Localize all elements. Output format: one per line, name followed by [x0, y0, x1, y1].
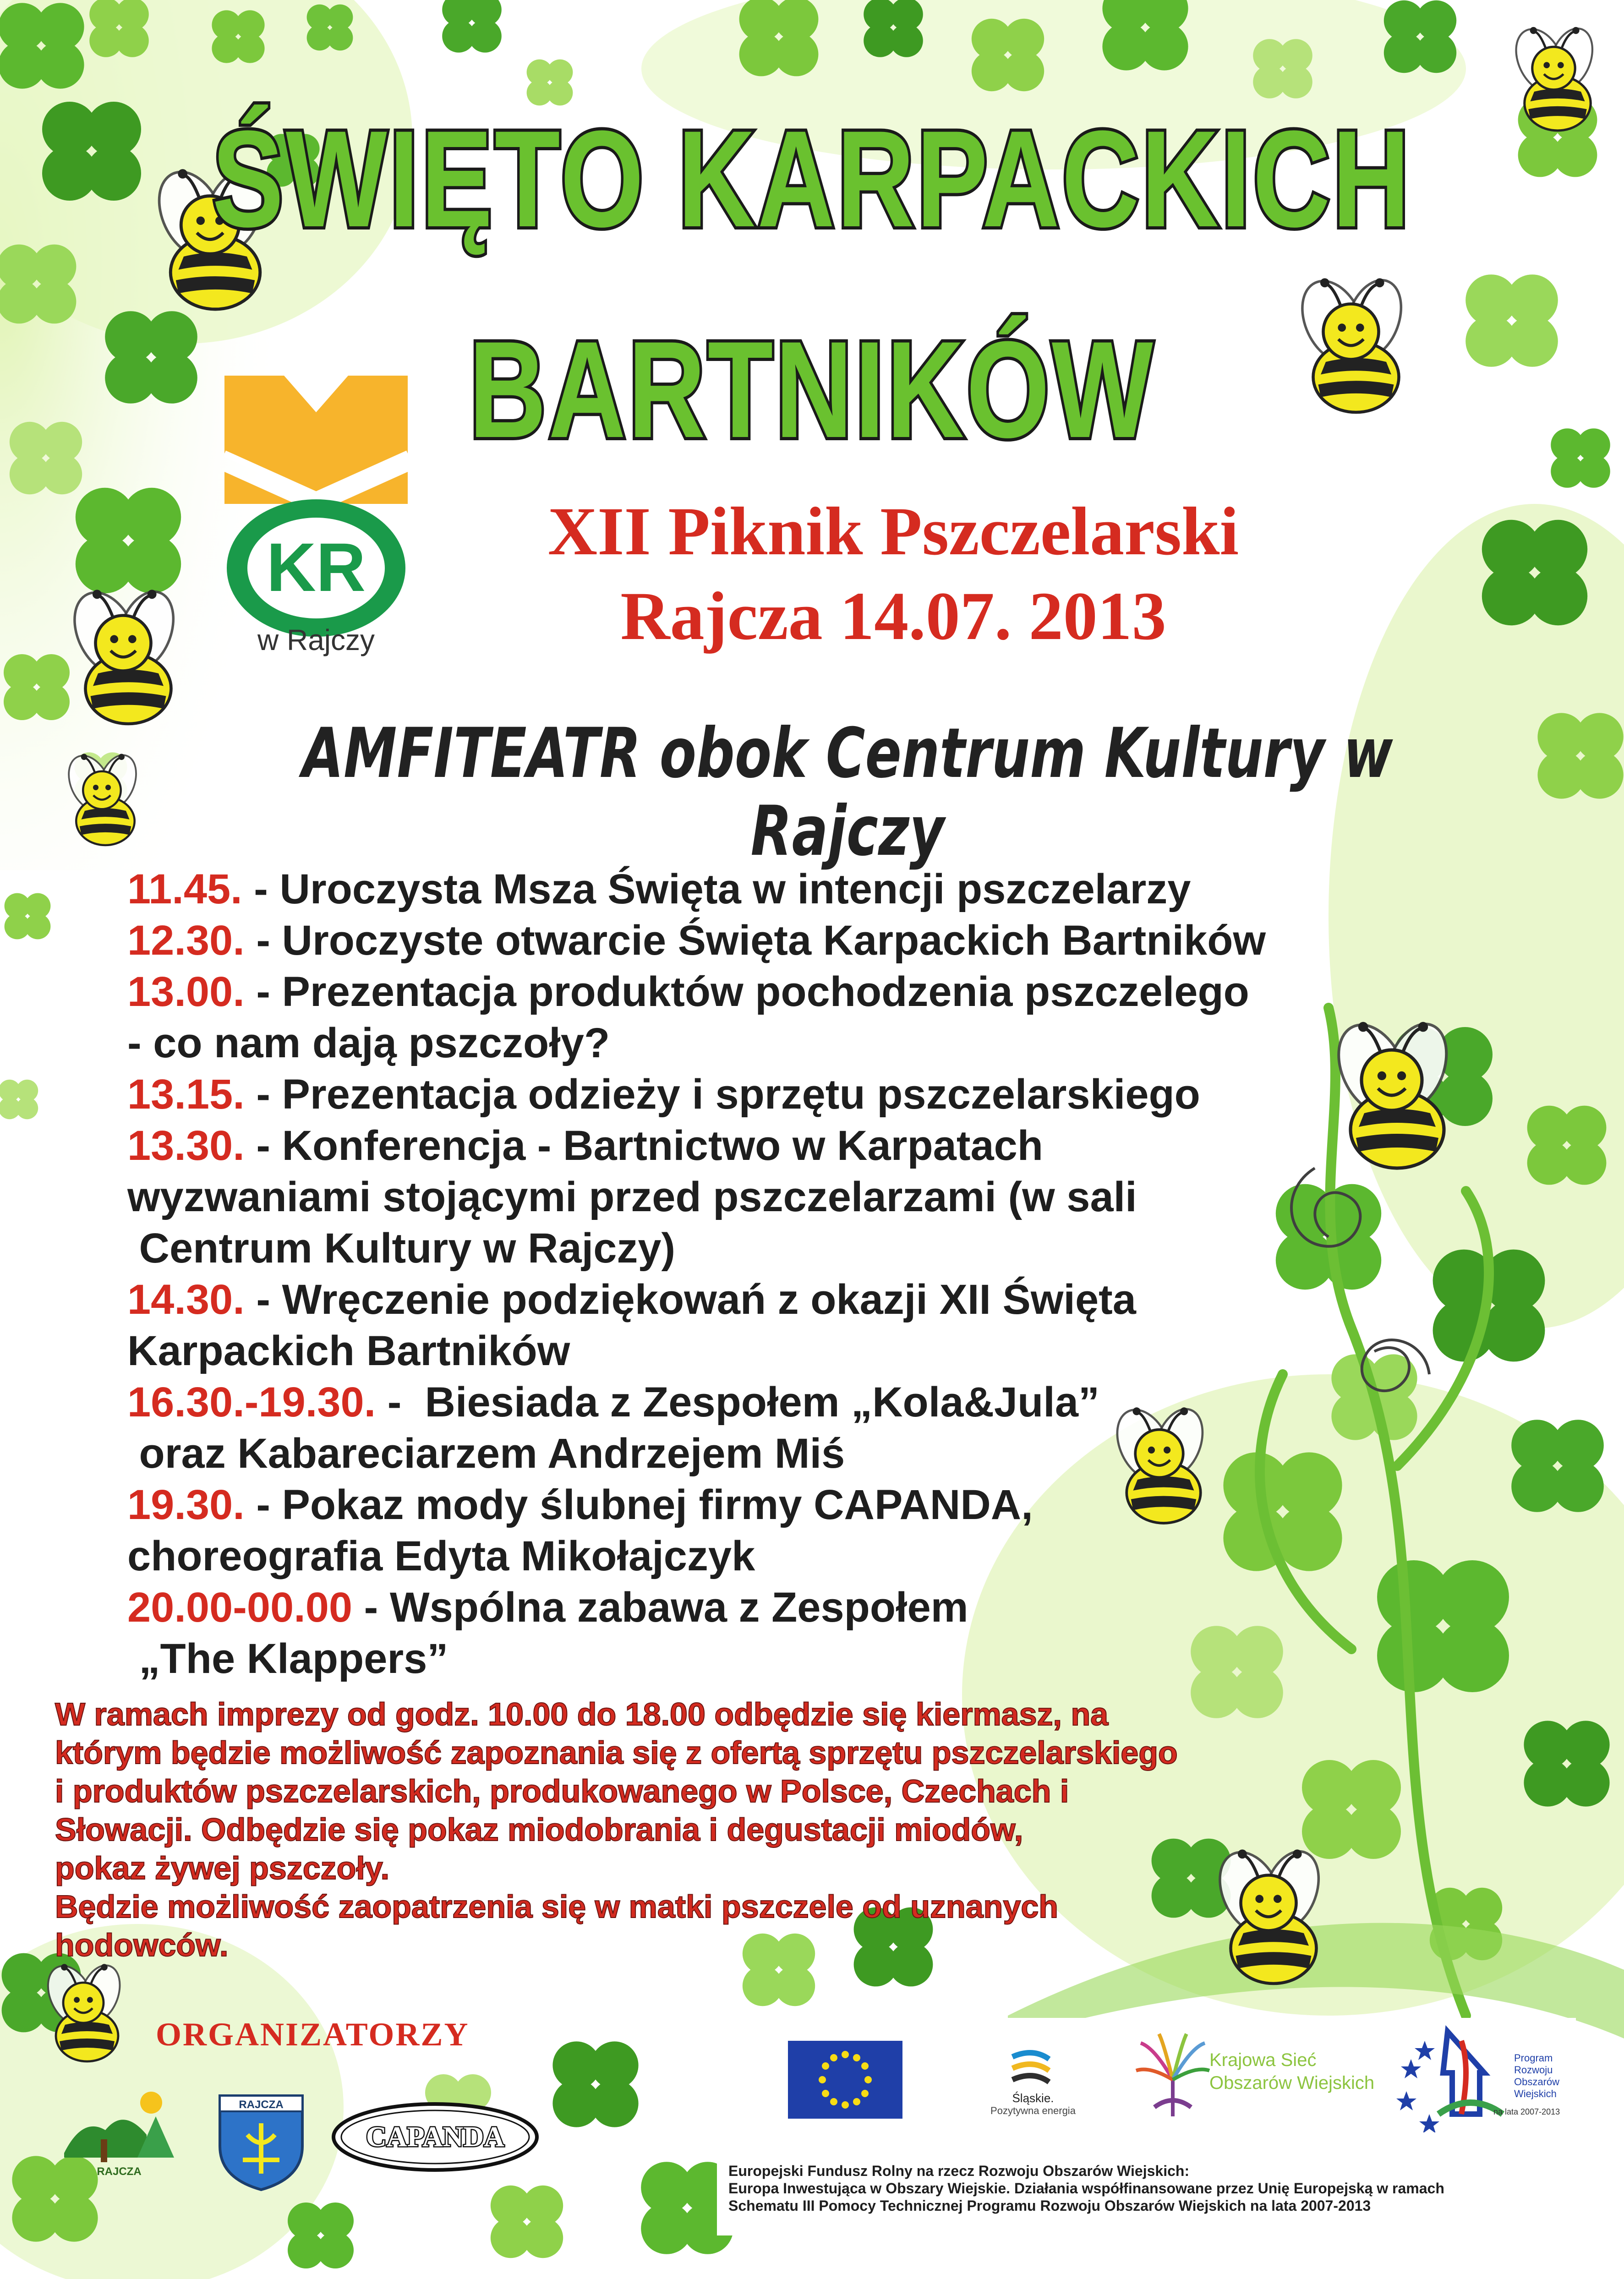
event-title-line-2: BARTNIKÓW	[469, 312, 1155, 466]
schedule-text: oraz Kabareciarzem Andrzejem Miś	[127, 1430, 845, 1477]
schedule-text: - Biesiada z Zespołem „Kola&Jula”	[376, 1379, 1099, 1426]
prow-line-3: Obszarów	[1514, 2076, 1560, 2088]
rajcza-coat-of-arms	[215, 2091, 307, 2192]
gok-rajcza-logo	[55, 2089, 183, 2181]
prow-line-4: Wiejskich	[1514, 2088, 1557, 2099]
schedule-time: 13.00.	[127, 968, 245, 1015]
schedule-item	[127, 1633, 1410, 1684]
event-subtitle-line-2: Rajcza 14.07. 2013	[620, 578, 1166, 654]
fair-notice	[55, 1695, 1292, 1964]
slaskie-caption-1: Śląskie.	[1012, 2091, 1054, 2105]
schedule-time: 11.45.	[127, 866, 242, 913]
ksow-logo	[1127, 2029, 1219, 2121]
schedule-time: 13.15.	[127, 1071, 245, 1118]
schedule-text: - co nam dają pszczoły?	[127, 1020, 610, 1066]
schedule-text: Centrum Kultury w Rajczy)	[127, 1225, 676, 1272]
gok-logo-caption: RAJCZA	[97, 2165, 142, 2178]
schedule-text: „The Klappers”	[127, 1635, 448, 1682]
kr-logo-letters: KR	[266, 529, 366, 606]
event-schedule	[127, 864, 1410, 1684]
schedule-item	[127, 864, 1410, 915]
notice-line: pokaz żywej pszczoły.	[55, 1850, 390, 1886]
prow-line-1: Program	[1514, 2052, 1553, 2064]
sponsor-text-line: Europejski Fundusz Rolny na rzecz Rozwoju Obszarów Wiejskich:	[728, 2163, 1190, 2179]
schedule-item	[127, 1171, 1410, 1223]
kr-rajcza-logo	[224, 376, 408, 660]
schedule-item	[127, 1377, 1410, 1428]
schedule-text: - Wręczenie podziękowań z okazji XII Święta	[244, 1276, 1136, 1323]
schedule-text: - Uroczyste otwarcie Święta Karpackich Bartników	[244, 917, 1266, 964]
schedule-item	[127, 1120, 1410, 1171]
schedule-time: 16.30.-19.30.	[127, 1379, 376, 1426]
notice-line: W ramach imprezy od godz. 10.00 do 18.00 odbędzie się kiermasz, na	[55, 1696, 1109, 1732]
schedule-text: wyzwaniami stojącymi przed pszczelarzami (w sali	[127, 1174, 1137, 1220]
schedule-time: 12.30.	[127, 917, 245, 964]
slaskie-caption-2: Pozytywna energia	[990, 2105, 1076, 2116]
sponsor-text-line: Europa Inwestująca w Obszary Wiejskie. Działania współfinansowane przez Unię Europejską w ramach	[728, 2180, 1444, 2197]
schedule-item	[127, 1325, 1410, 1377]
schedule-item	[127, 915, 1410, 966]
event-subtitle-line-1: XII Piknik Pszczelarski	[547, 493, 1239, 569]
notice-line: hodowców.	[55, 1927, 229, 1963]
schedule-time: 19.30.	[127, 1481, 245, 1528]
schedule-item	[127, 1223, 1410, 1274]
slaskie-logo	[999, 2048, 1067, 2089]
capanda-logo-text: CAPANDA	[366, 2121, 504, 2153]
schedule-time: 14.30.	[127, 1276, 245, 1323]
sponsor-text-line: Schematu III Pomocy Technicznej Programu Rozwoju Obszarów Wiejskich na lata 2007-2013	[728, 2197, 1371, 2214]
notice-line: i produktów pszczelarskich, produkowanego w Polsce, Czechach i	[55, 1773, 1069, 1809]
schedule-item	[127, 1479, 1410, 1530]
schedule-item	[127, 1582, 1410, 1633]
ksow-text-2: Obszarów Wiejskich	[1209, 2073, 1375, 2093]
schedule-item	[127, 1530, 1410, 1582]
event-venue: AMFITEATR obok Centrum Kultury w Rajczy	[302, 714, 1393, 871]
schedule-text: Karpackich Bartników	[127, 1328, 570, 1374]
schedule-item	[127, 1069, 1410, 1120]
schedule-text: - Konferencja - Bartnictwo w Karpatach	[244, 1122, 1043, 1169]
capanda-logo	[330, 2100, 541, 2174]
rajcza-arms-caption: RAJCZA	[239, 2099, 284, 2111]
prow-text	[1514, 2052, 1559, 2100]
notice-line: Słowacji. Odbędzie się pokaz miodobrania i degustacji miodów,	[55, 1812, 1023, 1847]
schedule-text: - Pokaz mody ślubnej firmy CAPANDA,	[244, 1481, 1033, 1528]
schedule-item	[127, 966, 1410, 1017]
schedule-item	[127, 1017, 1410, 1069]
schedule-text: - Prezentacja odzieży i sprzętu pszczelarskiego	[244, 1071, 1200, 1118]
schedule-time: 13.30.	[127, 1122, 245, 1169]
ksow-text-1: Krajowa Sieć	[1209, 2050, 1317, 2070]
event-title-line-1: ŚWIĘTO KARPACKICH	[212, 102, 1412, 256]
schedule-text: choreografia Edyta Mikołajczyk	[127, 1533, 755, 1579]
notice-line: Będzie możliwość zaopatrzenia się w matki pszczele od uznanych	[55, 1889, 1059, 1924]
schedule-time: 20.00-00.00	[127, 1584, 353, 1631]
kr-logo-caption: w Rajczy	[257, 623, 375, 656]
eu-flag-logo	[788, 2041, 902, 2119]
schedule-item	[127, 1274, 1410, 1325]
schedule-item	[127, 1428, 1410, 1479]
prow-line-2: Rozwoju	[1514, 2064, 1553, 2076]
notice-line: którym będzie możliwość zapoznania się z ofertą sprzętu pszczelarskiego	[55, 1735, 1178, 1771]
organizers-heading: ORGANIZATORZY	[156, 2016, 470, 2053]
schedule-text: - Wspólna zabawa z Zespołem	[352, 1584, 968, 1631]
sponsor-statement	[728, 2162, 1576, 2214]
schedule-text: - Uroczysta Msza Święta w intencji pszczelarzy	[242, 866, 1191, 913]
prow-years: na lata 2007-2013	[1493, 2107, 1560, 2116]
schedule-text: - Prezentacja produktów pochodzenia pszczelego	[244, 968, 1249, 1015]
